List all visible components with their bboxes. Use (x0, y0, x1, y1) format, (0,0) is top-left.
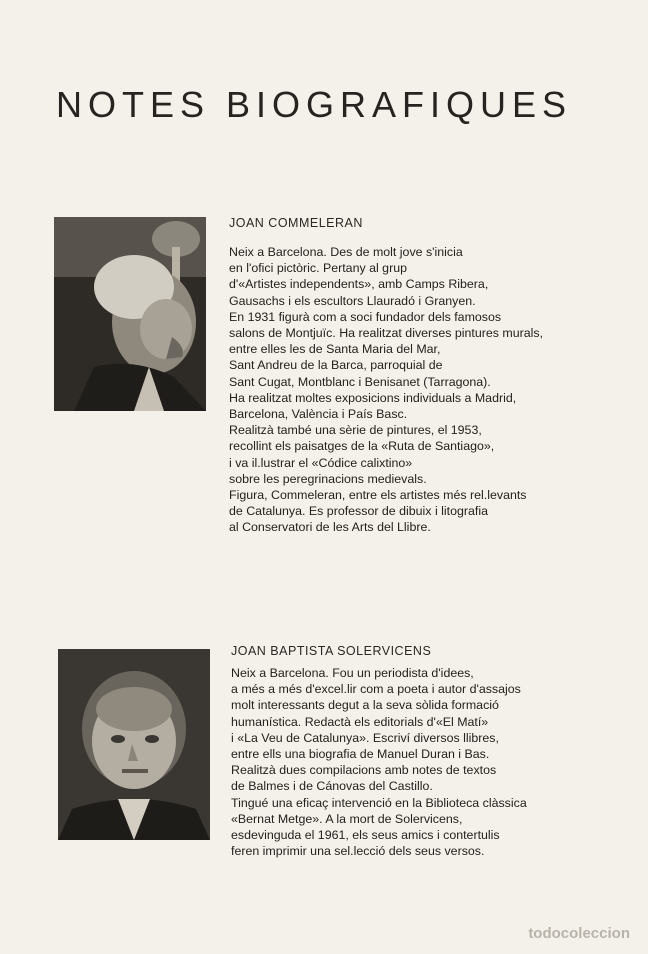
bio-line: Barcelona, València i País Basc. (229, 407, 408, 422)
bio-line: En 1931 figurà com a soci fundador dels famosos (229, 309, 502, 324)
bio-name: JOAN BAPTISTA SOLERVICENS (231, 644, 432, 658)
bio-line: en l'ofici pictòric. Pertany al grup (229, 261, 407, 276)
bio-text-joan-commeleran (229, 244, 543, 536)
bio-line: al Conservatori de les Arts del Llibre. (229, 520, 431, 535)
bio-line: feren imprimir una sel.lecció dels seus versos. (231, 844, 485, 859)
bio-line: recollint els paisatges de la «Ruta de Santiago», (229, 439, 495, 454)
bio-line: Figura, Commeleran, entre els artistes més rel.levants (229, 488, 527, 503)
page-title: NOTES BIOGRAFIQUES (56, 84, 573, 125)
bio-line: entre ells una biografia de Manuel Duran i Bas. (231, 747, 490, 762)
bio-line: sobre les peregrinacions medievals. (229, 471, 427, 486)
bio-line: Ha realitzat moltes exposicions individuals a Madrid, (229, 390, 517, 405)
bio-line: Sant Cugat, Montblanc i Benisanet (Tarragona). (229, 374, 491, 389)
portrait-joan-commeleran (54, 217, 206, 411)
bio-line: i «La Veu de Catalunya». Escriví diversos llibres, (231, 730, 499, 745)
watermark: todocoleccion (528, 925, 630, 942)
bio-line: salons de Montjuïc. Ha realitzat diverses pintures murals, (229, 326, 544, 341)
bio-line: Tingué una eficaç intervenció en la Biblioteca clàssica (231, 795, 527, 810)
bio-line: molt interessants degut a la seva sòlida formació (231, 698, 499, 713)
bio-line: esdevinguda el 1961, els seus amics i contertulis (231, 828, 500, 843)
bio-line: Neix a Barcelona. Fou un periodista d'idees, (231, 666, 474, 680)
portrait-joan-baptista-solervicens-image (58, 649, 210, 840)
bio-line: Sant Andreu de la Barca, parroquial de (229, 358, 443, 373)
bio-line: Gausachs i els escultors Llauradó i Granyen. (229, 293, 476, 308)
portrait-joan-baptista-solervicens (58, 649, 210, 840)
bio-line: «Bernat Metge». A la mort de Solervicens, (231, 811, 463, 826)
bio-line: d'«Artistes independents», amb Camps Ribera, (229, 277, 489, 292)
bio-line: entre elles les de Santa Maria del Mar, (229, 342, 441, 357)
bio-line: a més a més d'excel.lir com a poeta i autor d'assajos (231, 682, 521, 697)
bio-line: Realitzà dues compilacions amb notes de textos (231, 763, 497, 778)
bio-line: Neix a Barcelona. Des de molt jove s'inicia (229, 245, 463, 259)
bio-line: humanística. Redactà els editorials d'«El Matí» (231, 714, 489, 729)
bio-line: i va il.lustrar el «Códice calixtino» (229, 455, 413, 470)
bio-line: de Catalunya. Es professor de dibuix i litografia (229, 504, 488, 519)
portrait-joan-commeleran-image (54, 217, 206, 411)
bio-text-joan-baptista-solervicens (231, 665, 527, 859)
bio-line: Realitzà també una sèrie de pintures, el 1953, (229, 423, 482, 438)
bio-name: JOAN COMMELERAN (229, 216, 363, 230)
bio-line: de Balmes i de Cánovas del Castillo. (231, 779, 433, 794)
